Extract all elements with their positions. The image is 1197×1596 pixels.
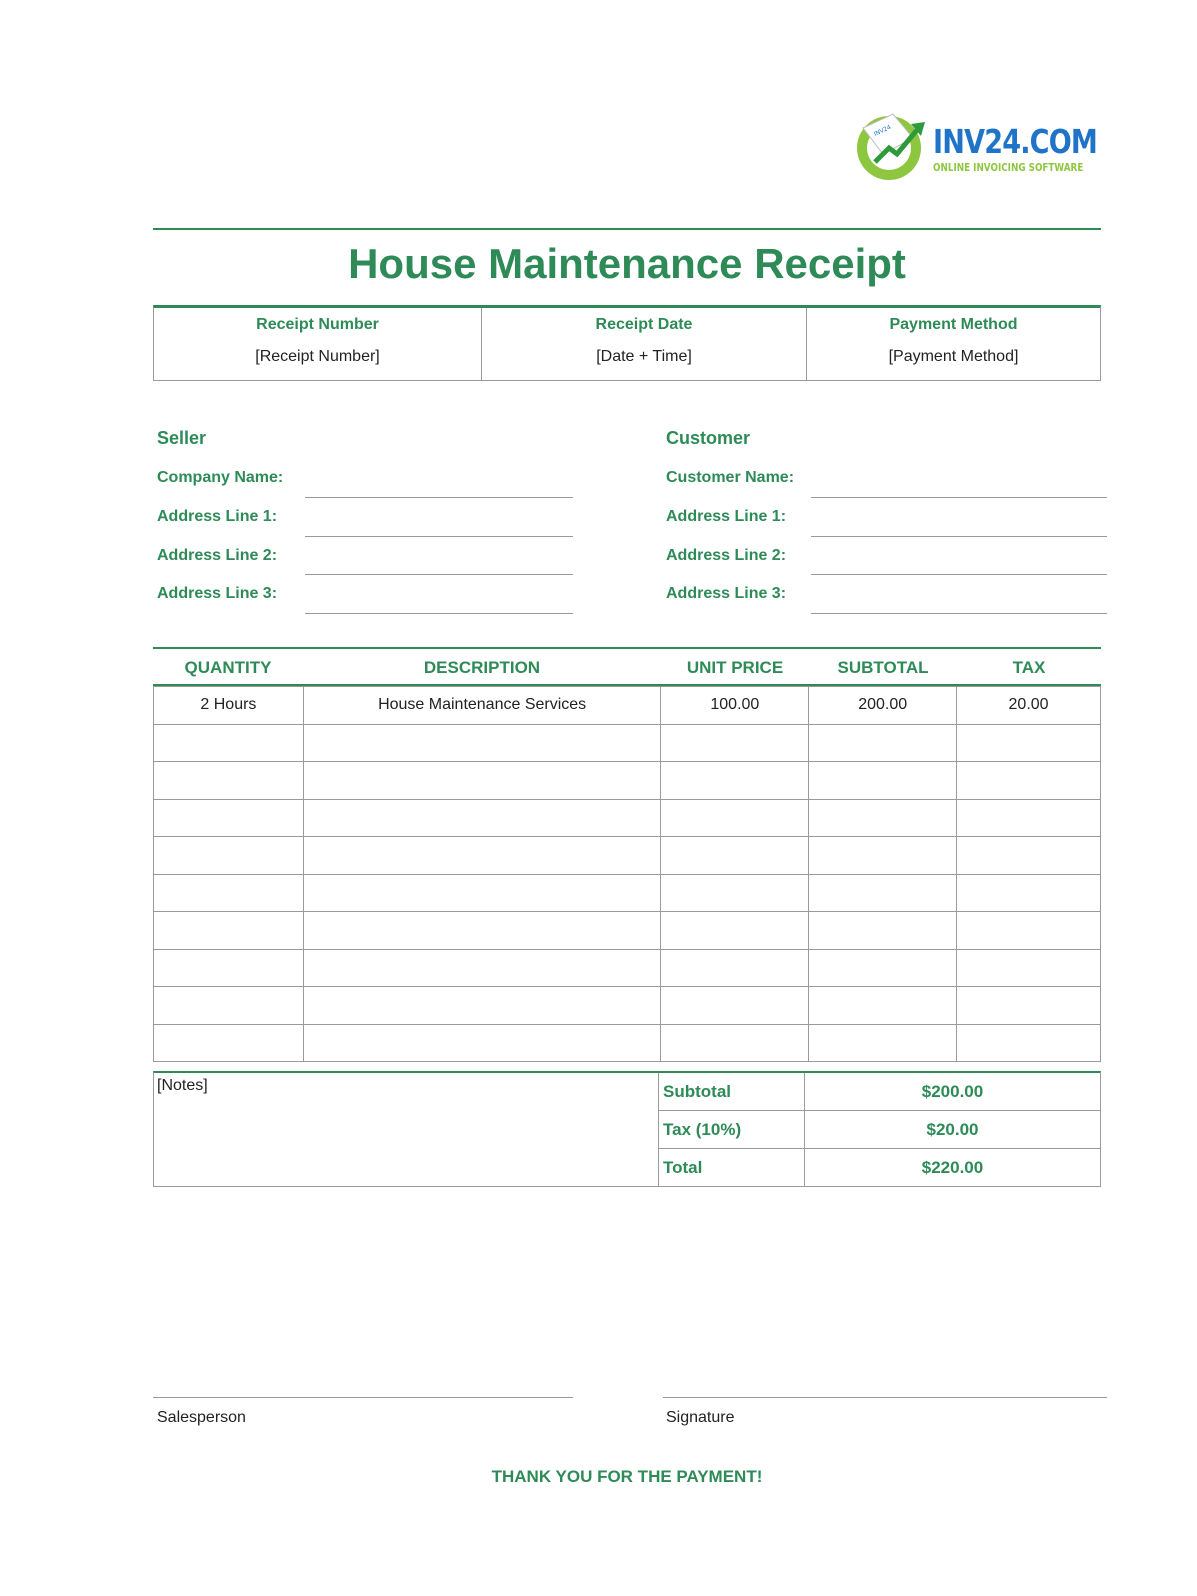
cell-subtotal[interactable] xyxy=(809,912,957,950)
logo-mark-icon xyxy=(853,110,931,182)
cell-quantity[interactable] xyxy=(154,799,304,837)
subtotal-label: Subtotal xyxy=(658,1073,805,1110)
cell-description[interactable] xyxy=(303,724,661,762)
logo-tagline: ONLINE INVOICING SOFTWARE xyxy=(933,161,1084,174)
table-row xyxy=(154,987,1101,1025)
cell-tax[interactable] xyxy=(957,799,1101,837)
cell-description[interactable] xyxy=(303,949,661,987)
inv24-logo xyxy=(853,110,1098,185)
cell-subtotal[interactable] xyxy=(809,724,957,762)
customer-address2-field[interactable] xyxy=(811,574,1107,575)
cell-tax[interactable] xyxy=(957,837,1101,875)
cell-description[interactable] xyxy=(303,837,661,875)
cell-unit-price[interactable] xyxy=(661,762,809,800)
cell-quantity[interactable] xyxy=(154,987,304,1025)
cell-quantity[interactable] xyxy=(154,949,304,987)
cell-tax[interactable] xyxy=(957,874,1101,912)
cell-description[interactable] xyxy=(303,762,661,800)
seller-address3-field[interactable] xyxy=(305,613,573,614)
cell-quantity[interactable] xyxy=(154,837,304,875)
cell-description[interactable]: House Maintenance Services xyxy=(303,687,661,725)
seller-company-label: Company Name: xyxy=(157,469,284,486)
salesperson-label: Salesperson xyxy=(157,1409,246,1426)
cell-tax[interactable] xyxy=(957,912,1101,950)
cell-quantity[interactable] xyxy=(154,874,304,912)
thank-you-message: THANK YOU FOR THE PAYMENT! xyxy=(491,1467,763,1486)
payment-method-cell xyxy=(807,308,1100,380)
customer-address1-label: Address Line 1: xyxy=(666,508,787,525)
table-row xyxy=(154,837,1101,875)
receipt-number-label: Receipt Number xyxy=(256,316,379,333)
table-row xyxy=(154,799,1101,837)
cell-tax[interactable] xyxy=(957,987,1101,1025)
cell-description[interactable] xyxy=(303,799,661,837)
cell-subtotal[interactable] xyxy=(809,987,957,1025)
cell-subtotal[interactable] xyxy=(809,949,957,987)
cell-quantity[interactable] xyxy=(154,912,304,950)
cell-subtotal[interactable] xyxy=(809,874,957,912)
tax-label: Tax (10%) xyxy=(658,1111,805,1148)
cell-unit-price[interactable]: 100.00 xyxy=(661,687,809,725)
signature-label: Signature xyxy=(666,1409,735,1426)
cell-tax[interactable] xyxy=(957,724,1101,762)
cell-subtotal[interactable] xyxy=(809,799,957,837)
cell-unit-price[interactable] xyxy=(661,874,809,912)
seller-title: Seller xyxy=(157,428,207,448)
total-row xyxy=(658,1149,1100,1187)
cell-tax[interactable] xyxy=(957,949,1101,987)
totals-grid xyxy=(658,1073,1100,1187)
subtotal-value: $200.00 xyxy=(921,1082,984,1101)
column-header-tax: TAX xyxy=(1012,658,1046,677)
column-header-quantity: QUANTITY xyxy=(184,658,272,677)
seller-address2-label: Address Line 2: xyxy=(157,547,278,564)
table-row xyxy=(154,874,1101,912)
cell-unit-price[interactable] xyxy=(661,912,809,950)
cell-unit-price[interactable] xyxy=(661,1024,809,1062)
cell-tax[interactable]: 20.00 xyxy=(957,687,1101,725)
customer-address1-field[interactable] xyxy=(811,536,1107,537)
customer-name-field[interactable] xyxy=(811,497,1107,498)
seller-address1-label: Address Line 1: xyxy=(157,508,278,525)
seller-company-field[interactable] xyxy=(305,497,573,498)
cell-tax[interactable] xyxy=(957,1024,1101,1062)
customer-address2-label: Address Line 2: xyxy=(666,547,787,564)
table-row xyxy=(154,724,1101,762)
page-title: House Maintenance Receipt xyxy=(348,240,906,287)
cell-quantity[interactable] xyxy=(154,1024,304,1062)
column-header-description: DESCRIPTION xyxy=(423,658,541,677)
customer-title: Customer xyxy=(666,428,751,448)
receipt-number-value[interactable]: [Receipt Number] xyxy=(255,348,380,365)
totals-section xyxy=(153,1071,1101,1187)
seller-address3-label: Address Line 3: xyxy=(157,585,278,602)
logo-name: INV24.COM xyxy=(933,122,1098,161)
salesperson-signature-line[interactable] xyxy=(153,1397,573,1398)
customer-address3-field[interactable] xyxy=(811,613,1107,614)
cell-subtotal[interactable] xyxy=(809,1024,957,1062)
signature-line[interactable] xyxy=(663,1397,1107,1398)
cell-description[interactable] xyxy=(303,874,661,912)
payment-method-value[interactable]: [Payment Method] xyxy=(888,348,1019,365)
table-row xyxy=(154,912,1101,950)
cell-tax[interactable] xyxy=(957,762,1101,800)
total-label: Total xyxy=(658,1149,805,1187)
receipt-date-cell xyxy=(482,308,807,380)
cell-quantity[interactable] xyxy=(154,762,304,800)
cell-unit-price[interactable] xyxy=(661,799,809,837)
seller-address1-field[interactable] xyxy=(305,536,573,537)
cell-unit-price[interactable] xyxy=(661,837,809,875)
cell-subtotal[interactable] xyxy=(809,837,957,875)
table-row xyxy=(154,687,1101,725)
cell-quantity[interactable]: 2 Hours xyxy=(154,687,304,725)
cell-subtotal[interactable] xyxy=(809,762,957,800)
tax-row xyxy=(658,1111,1100,1149)
table-row xyxy=(154,949,1101,987)
seller-address2-field[interactable] xyxy=(305,574,573,575)
table-row xyxy=(154,762,1101,800)
payment-method-label: Payment Method xyxy=(889,316,1018,333)
receipt-number-cell xyxy=(154,308,482,380)
cell-unit-price[interactable] xyxy=(661,724,809,762)
subtotal-row xyxy=(658,1073,1100,1111)
items-table-header xyxy=(153,647,1101,687)
cell-quantity[interactable] xyxy=(154,724,304,762)
svg-text:INV24: INV24 xyxy=(872,123,893,138)
cell-description[interactable] xyxy=(303,912,661,950)
column-header-unit-price: UNIT PRICE xyxy=(686,658,784,677)
cell-unit-price[interactable] xyxy=(661,949,809,987)
customer-name-label: Customer Name: xyxy=(666,469,795,486)
cell-description[interactable] xyxy=(303,987,661,1025)
header-divider xyxy=(153,228,1101,230)
column-header-subtotal: SUBTOTAL xyxy=(837,658,929,677)
tax-value: $20.00 xyxy=(926,1120,979,1139)
receipt-info-table xyxy=(153,305,1101,381)
cell-unit-price[interactable] xyxy=(661,987,809,1025)
customer-address3-label: Address Line 3: xyxy=(666,585,787,602)
items-table xyxy=(153,686,1101,1062)
cell-subtotal[interactable]: 200.00 xyxy=(809,687,957,725)
cell-description[interactable] xyxy=(303,1024,661,1062)
receipt-date-label: Receipt Date xyxy=(595,316,693,333)
table-row xyxy=(154,1024,1101,1062)
total-value: $220.00 xyxy=(921,1158,984,1177)
receipt-date-value[interactable]: [Date + Time] xyxy=(596,348,692,365)
notes-field[interactable]: [Notes] xyxy=(157,1077,208,1094)
